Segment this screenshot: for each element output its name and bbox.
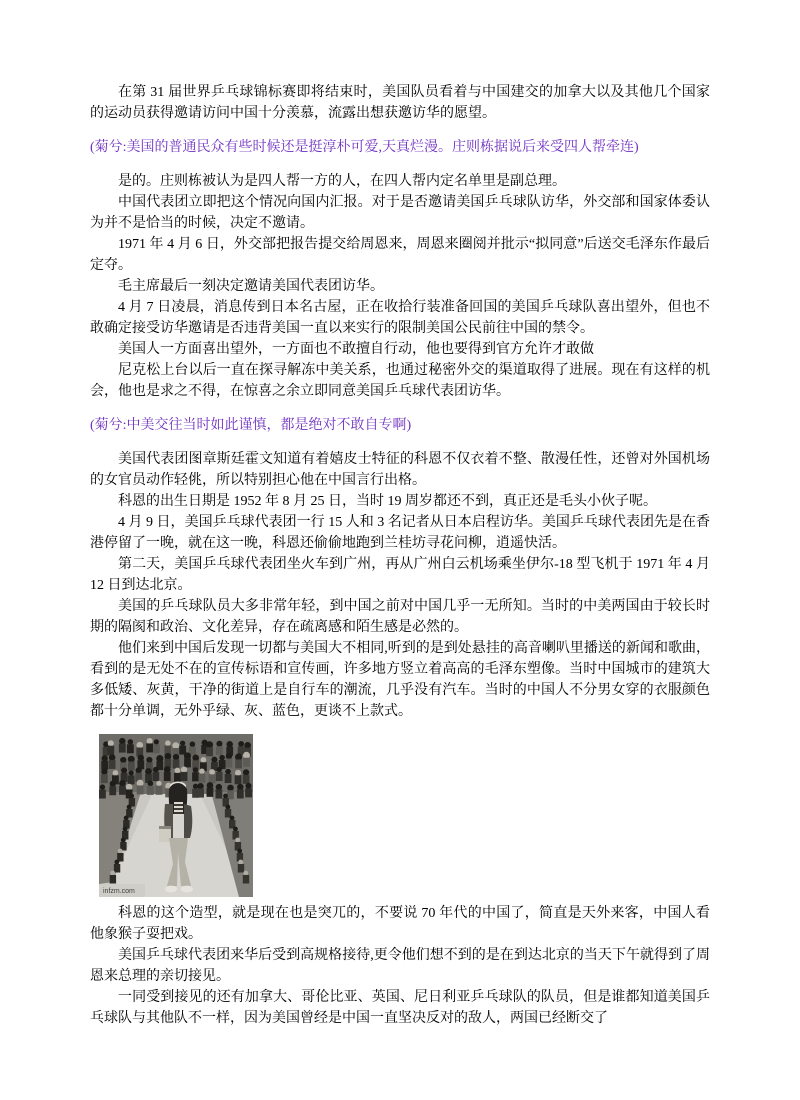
- paragraph: 美国的乒乓球队员大多非常年轻，到中国之前对中国几乎一无所知。当时的中美两国由于较长时期的隔阂和政治、文化差异，存在疏离感和陌生感是必然的。: [90, 599, 710, 635]
- article-body: [90, 82, 710, 1029]
- photo-watermark: infzm.com: [103, 888, 135, 895]
- paragraph: 尼克松上台以后一直在探寻解冻中美关系，也通过秘密外交的渠道取得了进展。现在有这样的机会，他也是求之不得，在惊喜之余立即同意美国乒乓球代表团访华。: [90, 363, 710, 399]
- paragraph: 他们来到中国后发现一切都与美国大不相同,听到的是到处悬挂的高音喇叭里播送的新闻和歌曲，看到的是无处不在的宣传标语和宣传画，许多地方竖立着高高的毛泽东塑像。当时中国城市的建筑大多低矮、灰黄，干净的街道上是自行车的潮流，几乎没有汽车。当时的中国人不分男女穿的衣服颜色都十分单调，无外乎绿、灰、蓝色，更谈不上款式。: [90, 641, 710, 719]
- paragraph: 科恩的出生日期是 1952 年 8 月 25 日，当时 19 周岁都还不到，真正还是毛头小伙子呢。: [118, 494, 657, 509]
- paragraph: 科恩的这个造型，就是现在也是突兀的，不要说 70 年代的中国了，简直是天外来客，中国人看他象猴子耍把戏。: [90, 906, 710, 942]
- paragraph: 美国代表团图章斯廷霍文知道有着嬉皮士特征的科恩不仅衣着不整、散漫任性，还曾对外国机场的女官员动作轻佻，所以特别担心他在中国言行出格。: [90, 452, 710, 488]
- paragraph: 是的。庄则栋被认为是四人帮一方的人，在四人帮内定名单里是副总理。: [118, 174, 566, 189]
- article-photo: [99, 734, 253, 897]
- paragraph: 第二天，美国乒乓球代表团坐火车到广州，再从广州白云机场乘坐伊尔-18 型飞机于 1971 年 4 月 12 日到达北京。: [90, 557, 710, 593]
- paragraph: 毛主席最后一刻决定邀请美国代表团访华。: [118, 279, 384, 294]
- paragraph: 中国代表团立即把这个情况向国内汇报。对于是否邀请美国乒乓球队访华，外交部和国家体委认为并不是恰当的时候，决定不邀请。: [90, 195, 710, 231]
- photo-illustration: [99, 734, 253, 897]
- paragraph: 在第 31 届世界乒乓球锦标赛即将结束时，美国队员看着与中国建交的加拿大以及其他几个国家的运动员获得邀请访问中国十分羡慕，流露出想获邀访华的愿望。: [90, 85, 710, 121]
- reader-comment: (菊兮:美国的普通民众有些时候还是挺淳朴可爱,天真烂漫。庄则栋据说后来受四人帮牵连): [90, 140, 639, 155]
- paragraph: 美国乒乓球代表团来华后受到高规格接待,更令他们想不到的是在到达北京的当天下午就得到了周恩来总理的亲切接见。: [90, 948, 710, 984]
- paragraph: 一同受到接见的还有加拿大、哥伦比亚、英国、尼日利亚乒乓球队的队员，但是谁都知道美国乒乓球队与其他队不一样，因为美国曾经是中国一直坚决反对的敌人，两国已经断交了: [90, 990, 710, 1026]
- reader-comment: (菊兮:中美交往当时如此谨慎，都是绝对不敢自专啊): [90, 418, 412, 433]
- paragraph: 4 月 9 日，美国乒乓球代表团一行 15 人和 3 名记者从日本启程访华。美国乒乓球代表团先是在香港停留了一晚，就在这一晚，科恩还偷偷地跑到兰桂坊寻花问柳，逍遥快活。: [90, 515, 710, 551]
- paragraph: 4 月 7 日凌晨，消息传到日本名古屋，正在收拾行装准备回国的美国乒乓球队喜出望外，但也不敢确定接受访华邀请是否违背美国一直以来实行的限制美国公民前往中国的禁令。: [90, 300, 710, 336]
- paragraph: 1971 年 4 月 6 日，外交部把报告提交给周恩来，周恩来圈阅并批示“拟同意”后送交毛泽东作最后定夺。: [90, 237, 710, 273]
- paragraph: 美国人一方面喜出望外，一方面也不敢擅自行动，他也要得到官方允许才敢做: [118, 342, 594, 357]
